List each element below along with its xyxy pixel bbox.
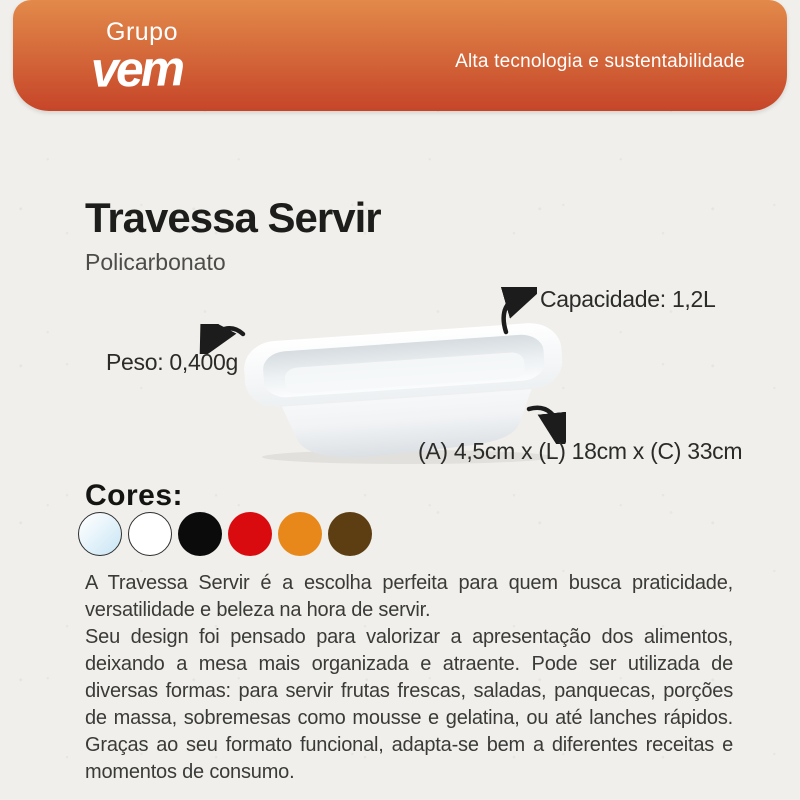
curved-arrow-capacity-icon xyxy=(499,287,537,335)
header-banner xyxy=(13,0,787,111)
dimensions-label: (A) 4,5cm x (L) 18cm x (C) 33cm xyxy=(418,438,743,464)
brand-logo-group-text: Grupo xyxy=(106,18,178,46)
color-swatch-marrom xyxy=(328,512,372,556)
capacity-label: Capacidade: 1,2L xyxy=(540,286,716,312)
product-description xyxy=(85,570,733,786)
brand-logo-vem-text: vem xyxy=(90,40,183,98)
color-swatch-branco xyxy=(128,512,172,556)
colors-heading: Cores: xyxy=(85,479,184,512)
page-title: Travessa Servir xyxy=(85,194,381,241)
color-swatch-preto xyxy=(178,512,222,556)
brand-logo xyxy=(90,18,183,98)
title-block xyxy=(85,194,381,276)
header-tagline: Alta tecnologia e sustentabilidade xyxy=(455,51,745,72)
color-swatches xyxy=(78,512,372,556)
product-material: Policarbonato xyxy=(85,249,226,275)
description-paragraph-1: A Travessa Servir é a escolha perfeita para quem busca praticidade, versatilidade e beleza na hora de servir. xyxy=(85,572,733,621)
description-paragraph-2: Seu design foi pensado para valorizar a apresentação dos alimentos, deixando a mesa mais organizada e atraente. Pode ser utilizada de diversas formas: para servir frutas frescas, saladas, panquecas, porções de massa, sobremesas como mousse e gelatina, ou até lanches rápidos. Graças ao seu formato funcional, adapta-se bem a diferentes receitas e momentos de consumo. xyxy=(85,626,733,783)
color-swatch-vermelho xyxy=(228,512,272,556)
weight-label: Peso: 0,400g xyxy=(106,349,238,375)
color-swatch-azul-claro xyxy=(78,512,122,556)
color-swatch-laranja xyxy=(278,512,322,556)
